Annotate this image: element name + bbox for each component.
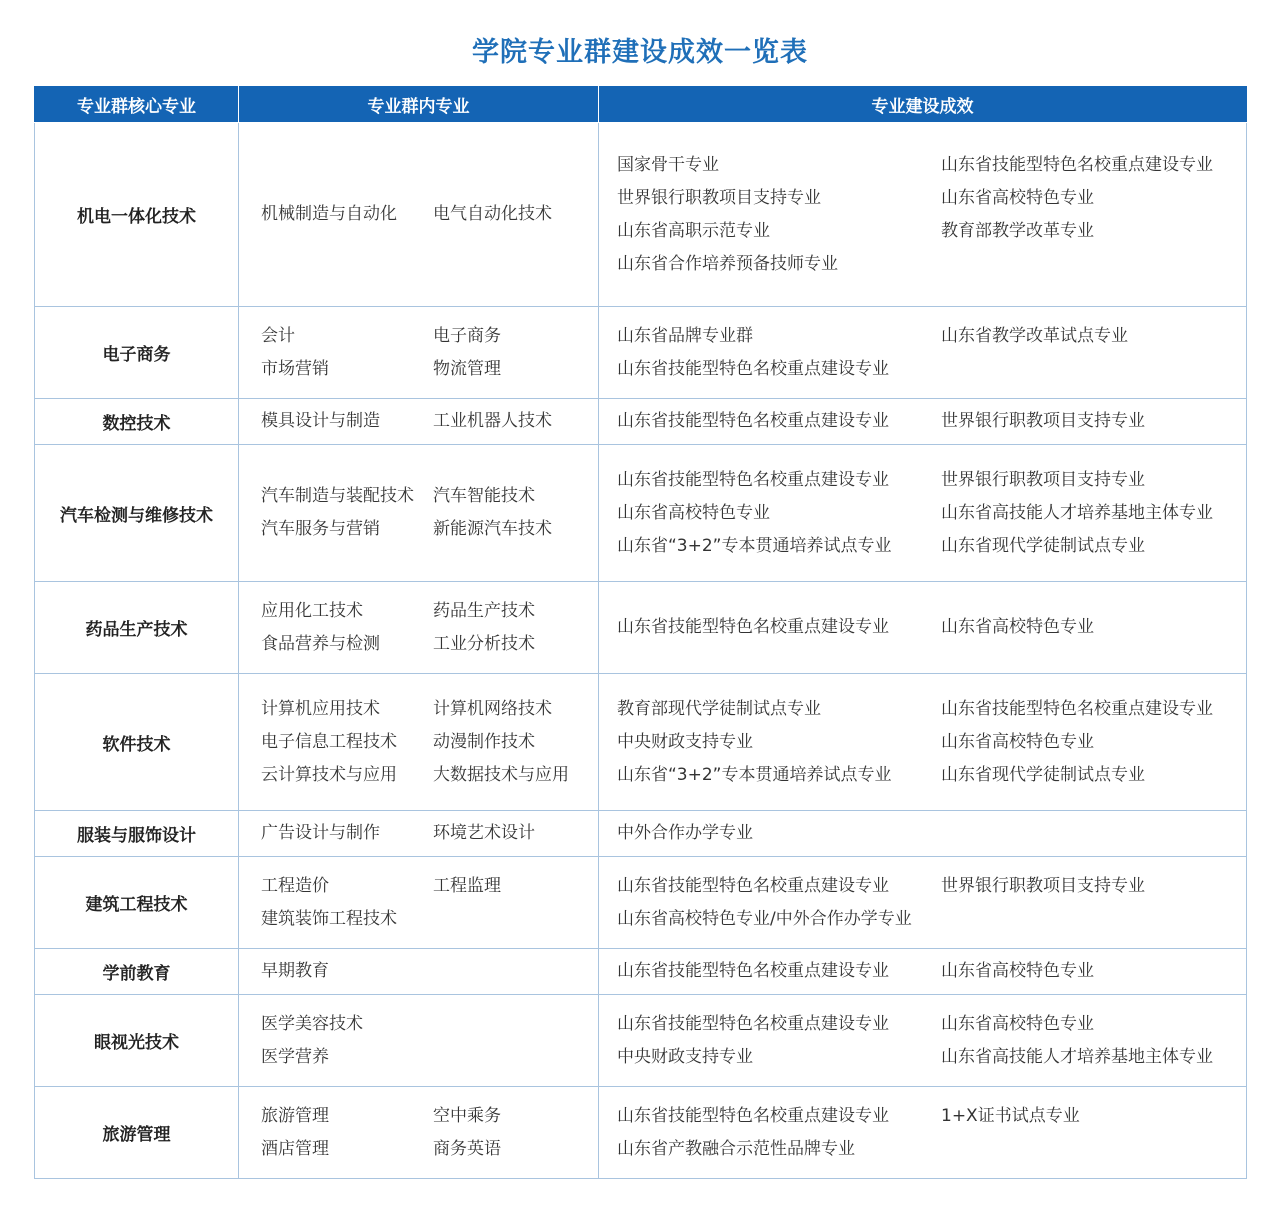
- achievements-cell: [599, 811, 1247, 857]
- major-item: 计算机网络技术: [433, 698, 552, 719]
- group-majors-cell: [239, 307, 599, 399]
- header-achievements: 专业建设成效: [599, 86, 1247, 123]
- major-item: 大数据技术与应用: [433, 764, 569, 785]
- achievements-cell: [599, 674, 1247, 811]
- major-item: 电子信息工程技术: [261, 731, 397, 752]
- table-row: [35, 811, 1247, 857]
- achievement-item: 山东省高技能人才培养基地主体专业: [941, 1046, 1213, 1067]
- achievement-item: [941, 248, 1241, 281]
- major-item: 医学营养: [261, 1046, 329, 1067]
- core-major-cell: 电子商务: [35, 307, 239, 399]
- major-item: 酒店管理: [261, 1138, 329, 1159]
- group-majors-cell: [239, 674, 599, 811]
- major-item: 云计算技术与应用: [261, 764, 397, 785]
- achievement-table: [34, 86, 1247, 1179]
- major-item: 广告设计与制作: [261, 823, 380, 843]
- major-item: 建筑装饰工程技术: [261, 908, 397, 929]
- achievement-item: 中外合作办学专业: [617, 823, 753, 843]
- group-majors-cell: [239, 995, 599, 1087]
- achievement-item: 中央财政支持专业: [617, 1046, 753, 1067]
- major-item: [433, 1041, 605, 1074]
- major-item: 工业分析技术: [433, 633, 535, 654]
- major-item: 商务英语: [433, 1138, 501, 1159]
- achievements-cell: [599, 995, 1247, 1087]
- achievement-item: [941, 817, 1241, 850]
- core-major-cell: 软件技术: [35, 674, 239, 811]
- achievement-item: 山东省技能型特色名校重点建设专业: [941, 698, 1213, 719]
- achievements-cell: [599, 123, 1247, 307]
- major-item: 环境艺术设计: [433, 823, 535, 843]
- group-majors-cell: [239, 582, 599, 674]
- core-major-cell: 服装与服饰设计: [35, 811, 239, 857]
- achievement-item: 山东省高职示范专业: [617, 220, 770, 241]
- achievements-cell: [599, 582, 1247, 674]
- achievement-item: 山东省技能型特色名校重点建设专业: [617, 1105, 889, 1126]
- major-item: 电子商务: [433, 325, 501, 346]
- major-item: 工程造价: [261, 875, 329, 896]
- achievements-cell: [599, 857, 1247, 949]
- table-row: [35, 1087, 1247, 1179]
- major-item: 汽车服务与营销: [261, 519, 380, 539]
- achievements-cell: [599, 949, 1247, 995]
- achievement-item: 山东省技能型特色名校重点建设专业: [617, 411, 889, 431]
- achievement-item: 中央财政支持专业: [617, 731, 753, 752]
- core-major-cell: 汽车检测与维修技术: [35, 445, 239, 582]
- achievement-item: 山东省高校特色专业: [941, 1013, 1094, 1034]
- achievement-item: 山东省合作培养预备技师专业: [617, 253, 838, 274]
- table-row: [35, 674, 1247, 811]
- major-item: 汽车制造与装配技术: [261, 486, 414, 506]
- major-item: 工业机器人技术: [433, 411, 552, 431]
- major-item: 计算机应用技术: [261, 698, 380, 719]
- table-row: [35, 949, 1247, 995]
- achievement-item: 山东省高校特色专业: [941, 731, 1094, 752]
- achievement-item: 山东省技能型特色名校重点建设专业: [617, 875, 889, 896]
- table-row: [35, 123, 1247, 307]
- achievement-item: [941, 1133, 1241, 1166]
- group-majors-cell: [239, 857, 599, 949]
- achievement-item: 山东省高校特色专业: [941, 187, 1094, 208]
- achievement-item: 山东省“3+2”专本贯通培养试点专业: [617, 535, 892, 556]
- achievements-cell: [599, 1087, 1247, 1179]
- achievement-item: 教育部现代学徒制试点专业: [617, 698, 821, 719]
- major-item: 新能源汽车技术: [433, 519, 552, 539]
- achievement-item: [941, 353, 1241, 386]
- major-item: 机械制造与自动化: [261, 204, 397, 224]
- achievement-item: [941, 903, 1241, 936]
- achievement-item: 1+X证书试点专业: [941, 1105, 1080, 1126]
- major-item: 应用化工技术: [261, 600, 363, 621]
- achievements-cell: [599, 307, 1247, 399]
- core-major-cell: 机电一体化技术: [35, 123, 239, 307]
- major-item: 食品营养与检测: [261, 633, 380, 654]
- achievement-item: 国家骨干专业: [617, 154, 719, 175]
- achievement-item: 山东省技能型特色名校重点建设专业: [617, 469, 889, 490]
- achievement-item: 山东省教学改革试点专业: [941, 325, 1128, 346]
- major-item: 汽车智能技术: [433, 486, 535, 506]
- achievement-item: 山东省高校特色专业: [941, 617, 1094, 637]
- achievement-item: 山东省高校特色专业: [617, 502, 770, 523]
- achievement-item: 山东省高校特色专业: [941, 961, 1094, 981]
- achievement-item: 教育部教学改革专业: [941, 220, 1094, 241]
- major-item: 电气自动化技术: [433, 204, 552, 224]
- table-row: [35, 857, 1247, 949]
- achievement-item: 山东省高技能人才培养基地主体专业: [941, 502, 1213, 523]
- major-item: 医学美容技术: [261, 1013, 363, 1034]
- achievement-item: 山东省高校特色专业/中外合作办学专业: [617, 908, 912, 929]
- core-major-cell: 眼视光技术: [35, 995, 239, 1087]
- major-item: [433, 1008, 605, 1041]
- table-row: [35, 399, 1247, 445]
- table-row: [35, 582, 1247, 674]
- major-item: 模具设计与制造: [261, 411, 380, 431]
- achievement-item: 山东省技能型特色名校重点建设专业: [617, 961, 889, 981]
- group-majors-cell: [239, 445, 599, 582]
- major-item: 旅游管理: [261, 1105, 329, 1126]
- achievement-item: 山东省技能型特色名校重点建设专业: [617, 1013, 889, 1034]
- major-item: 药品生产技术: [433, 600, 535, 621]
- achievement-item: 山东省技能型特色名校重点建设专业: [617, 358, 889, 379]
- achievements-cell: [599, 399, 1247, 445]
- major-item: 市场营销: [261, 358, 329, 379]
- group-majors-cell: [239, 399, 599, 445]
- major-item: 会计: [261, 325, 295, 346]
- achievement-item: 山东省产教融合示范性品牌专业: [617, 1138, 855, 1159]
- major-item: 空中乘务: [433, 1105, 501, 1126]
- major-item: 工程监理: [433, 875, 501, 896]
- core-major-cell: 建筑工程技术: [35, 857, 239, 949]
- group-majors-cell: [239, 1087, 599, 1179]
- header-group-majors: 专业群内专业: [239, 86, 599, 123]
- table-row: [35, 307, 1247, 399]
- achievement-item: 山东省技能型特色名校重点建设专业: [941, 154, 1213, 175]
- major-item: 物流管理: [433, 358, 501, 379]
- major-item: 早期教育: [261, 961, 329, 981]
- achievement-item: 世界银行职教项目支持专业: [941, 411, 1145, 431]
- achievement-item: 世界银行职教项目支持专业: [617, 187, 821, 208]
- core-major-cell: 旅游管理: [35, 1087, 239, 1179]
- achievement-item: 山东省现代学徒制试点专业: [941, 764, 1145, 785]
- core-major-cell: 药品生产技术: [35, 582, 239, 674]
- header-core-major: 专业群核心专业: [35, 86, 239, 123]
- core-major-cell: 数控技术: [35, 399, 239, 445]
- achievement-item: 山东省“3+2”专本贯通培养试点专业: [617, 764, 892, 785]
- achievement-item: 山东省现代学徒制试点专业: [941, 535, 1145, 556]
- table-header-row: [35, 86, 1247, 123]
- achievement-item: 世界银行职教项目支持专业: [941, 469, 1145, 490]
- table-row: [35, 995, 1247, 1087]
- major-item: 动漫制作技术: [433, 731, 535, 752]
- page-title: 学院专业群建设成效一览表: [472, 37, 808, 68]
- major-item: [433, 955, 605, 988]
- group-majors-cell: [239, 949, 599, 995]
- group-majors-cell: [239, 123, 599, 307]
- table-row: [35, 445, 1247, 582]
- core-major-cell: 学前教育: [35, 949, 239, 995]
- achievement-item: 世界银行职教项目支持专业: [941, 875, 1145, 896]
- achievement-item: 山东省品牌专业群: [617, 325, 753, 346]
- achievement-item: 山东省技能型特色名校重点建设专业: [617, 617, 889, 637]
- major-item: [433, 903, 605, 936]
- achievements-cell: [599, 445, 1247, 582]
- group-majors-cell: [239, 811, 599, 857]
